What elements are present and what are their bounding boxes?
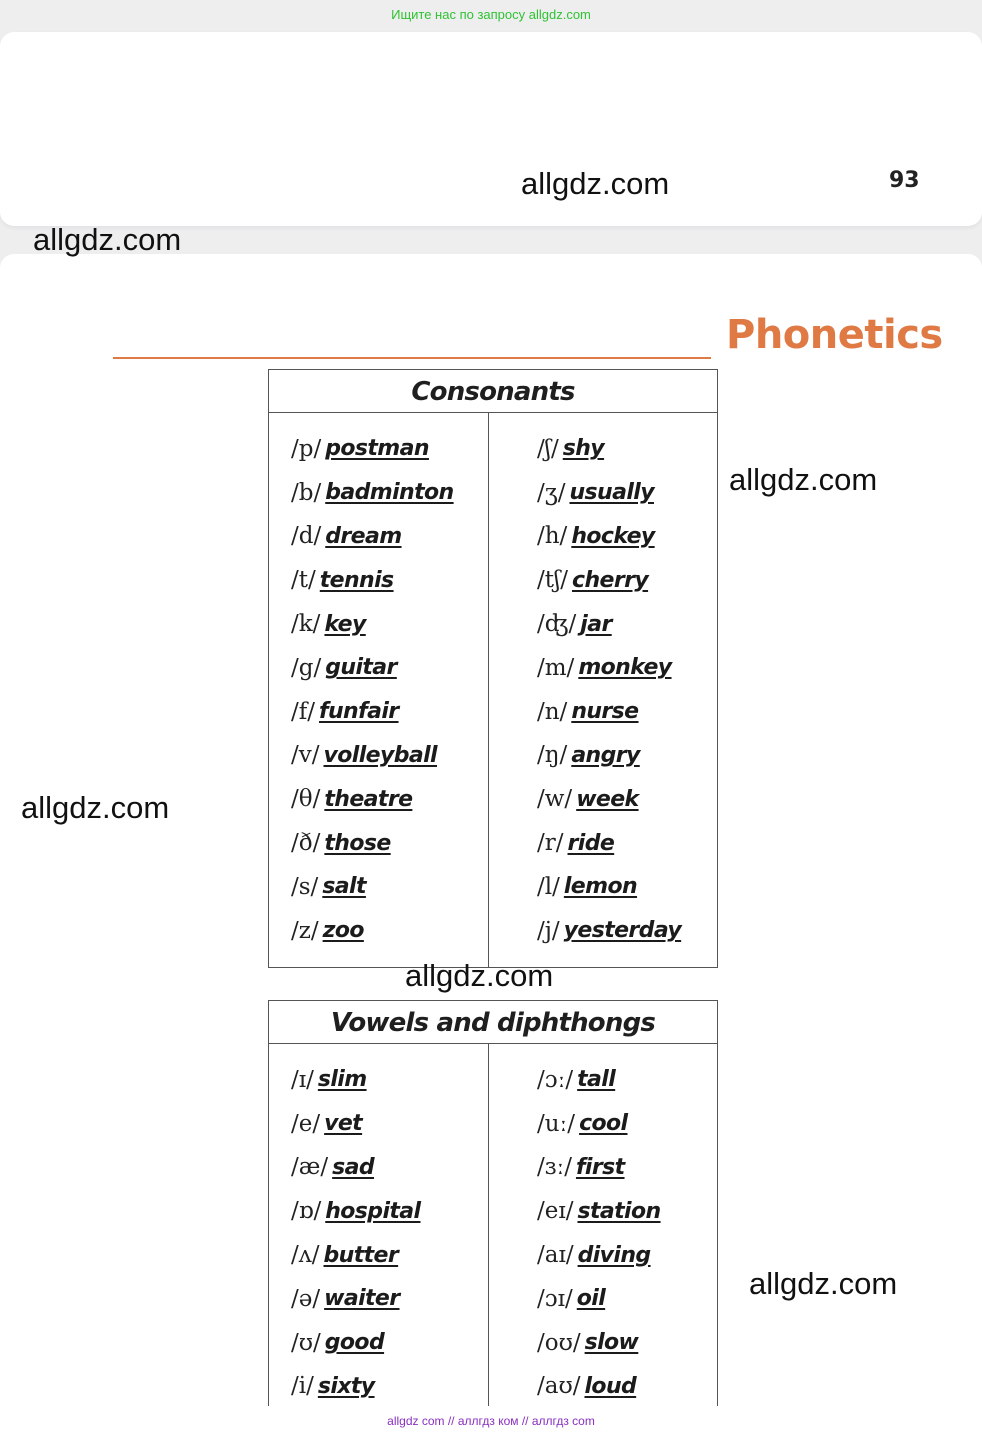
previous-page-bottom bbox=[0, 32, 982, 226]
example-word: loud bbox=[584, 1373, 637, 1399]
example-word: vet bbox=[324, 1111, 363, 1137]
watermark: allgdz.com bbox=[405, 958, 554, 993]
footer-links[interactable]: allgdz com // аллгдз ком // аллгдз com bbox=[0, 1406, 982, 1438]
phoneme-entry bbox=[537, 1102, 661, 1146]
phoneme-entry bbox=[537, 734, 681, 778]
example-word: tall bbox=[577, 1067, 616, 1093]
phoneme-entry bbox=[291, 865, 454, 909]
column-divider bbox=[488, 1044, 489, 1421]
example-word: waiter bbox=[324, 1286, 400, 1312]
example-word: ride bbox=[567, 830, 615, 856]
example-word: first bbox=[575, 1154, 625, 1180]
phoneme-symbol: /ɔː/ bbox=[537, 1066, 574, 1093]
example-word: zoo bbox=[322, 918, 364, 944]
phoneme-entry bbox=[291, 1189, 421, 1233]
title-rule bbox=[113, 357, 711, 359]
phoneme-entry bbox=[291, 427, 454, 471]
column-divider bbox=[488, 413, 489, 967]
example-word: sixty bbox=[317, 1373, 375, 1399]
phoneme-entry bbox=[537, 515, 681, 559]
phoneme-symbol: /ɔɪ/ bbox=[537, 1285, 573, 1312]
consonants-table bbox=[268, 369, 718, 968]
vowels-left-column bbox=[291, 1044, 421, 1408]
phoneme-symbol: /v/ bbox=[291, 742, 320, 769]
example-word: yesterday bbox=[563, 918, 682, 944]
phoneme-symbol: /ɪ/ bbox=[291, 1066, 314, 1093]
example-word: key bbox=[324, 611, 366, 637]
example-word: shy bbox=[562, 436, 605, 462]
phoneme-entry bbox=[537, 1321, 661, 1365]
phoneme-symbol: /r/ bbox=[537, 830, 564, 857]
phoneme-entry bbox=[291, 1321, 421, 1365]
example-word: funfair bbox=[319, 699, 399, 725]
phoneme-symbol: /d/ bbox=[291, 523, 322, 550]
example-word: lemon bbox=[563, 874, 638, 900]
phoneme-symbol: /aɪ/ bbox=[537, 1242, 574, 1269]
phoneme-entry bbox=[537, 1233, 661, 1277]
phoneme-entry bbox=[537, 1189, 661, 1233]
example-word: sad bbox=[332, 1154, 375, 1180]
phoneme-symbol: /b/ bbox=[291, 479, 322, 506]
phoneme-entry bbox=[291, 1233, 421, 1277]
consonants-heading: Consonants bbox=[269, 370, 717, 413]
phoneme-entry bbox=[291, 515, 454, 559]
example-word: tennis bbox=[319, 567, 394, 593]
phoneme-entry bbox=[291, 1277, 421, 1321]
phoneme-entry bbox=[291, 1102, 421, 1146]
example-word: hockey bbox=[571, 523, 655, 549]
watermark: allgdz.com bbox=[21, 790, 170, 825]
phoneme-entry bbox=[537, 1058, 661, 1102]
consonants-right-column bbox=[537, 413, 681, 953]
phoneme-symbol: /ʤ/ bbox=[537, 611, 577, 638]
example-word: butter bbox=[323, 1242, 399, 1268]
phoneme-symbol: /eɪ/ bbox=[537, 1198, 574, 1225]
phoneme-symbol: /p/ bbox=[291, 435, 322, 462]
example-word: slow bbox=[584, 1330, 639, 1356]
phoneme-symbol: /oʊ/ bbox=[537, 1329, 581, 1356]
phoneme-symbol: /e/ bbox=[291, 1110, 321, 1137]
phoneme-entry bbox=[537, 865, 681, 909]
example-word: guitar bbox=[325, 655, 397, 681]
example-word: salt bbox=[322, 874, 366, 900]
example-word: dream bbox=[325, 523, 402, 549]
phoneme-symbol: /f/ bbox=[291, 698, 316, 725]
vowels-heading: Vowels and diphthongs bbox=[269, 1001, 717, 1044]
phoneme-symbol: /uː/ bbox=[537, 1110, 576, 1137]
phoneme-symbol: /ʃ/ bbox=[537, 435, 559, 462]
phoneme-symbol: /l/ bbox=[537, 873, 560, 900]
phoneme-entry bbox=[537, 646, 681, 690]
example-word: badminton bbox=[325, 480, 454, 506]
phoneme-entry bbox=[291, 690, 454, 734]
watermark: allgdz.com bbox=[729, 462, 878, 497]
phoneme-symbol: /s/ bbox=[291, 873, 319, 900]
phoneme-entry bbox=[291, 471, 454, 515]
phoneme-symbol: /w/ bbox=[537, 786, 573, 813]
phoneme-symbol: /m/ bbox=[537, 654, 575, 681]
phoneme-entry bbox=[291, 558, 454, 602]
phoneme-symbol: /aʊ/ bbox=[537, 1373, 581, 1400]
example-word: nurse bbox=[571, 699, 639, 725]
phoneme-entry bbox=[537, 427, 681, 471]
phoneme-symbol: /θ/ bbox=[291, 786, 321, 813]
phoneme-symbol: /z/ bbox=[291, 917, 319, 944]
vowels-table bbox=[268, 1000, 718, 1421]
phoneme-entry bbox=[291, 1146, 421, 1190]
phoneme-entry bbox=[537, 1146, 661, 1190]
example-word: monkey bbox=[578, 655, 672, 681]
consonants-left-column bbox=[291, 413, 454, 953]
phoneme-entry bbox=[537, 777, 681, 821]
phoneme-symbol: /t/ bbox=[291, 567, 316, 594]
top-search-banner[interactable]: Ищите нас по запросу allgdz.com bbox=[391, 7, 591, 22]
phoneme-symbol: /h/ bbox=[537, 523, 568, 550]
watermark: allgdz.com bbox=[33, 222, 182, 257]
phoneme-symbol: /k/ bbox=[291, 611, 321, 638]
phoneme-entry bbox=[537, 1277, 661, 1321]
example-word: cherry bbox=[572, 567, 649, 593]
phoneme-symbol: /j/ bbox=[537, 917, 560, 944]
phoneme-symbol: /ɜː/ bbox=[537, 1154, 572, 1181]
page-title: Phonetics bbox=[726, 312, 943, 358]
phoneme-symbol: /tʃ/ bbox=[537, 567, 568, 594]
example-word: slim bbox=[317, 1067, 367, 1093]
example-word: good bbox=[324, 1330, 385, 1356]
phoneme-entry bbox=[291, 734, 454, 778]
example-word: postman bbox=[325, 436, 429, 462]
phoneme-entry bbox=[537, 821, 681, 865]
phoneme-entry bbox=[537, 471, 681, 515]
phoneme-entry bbox=[537, 690, 681, 734]
example-word: hospital bbox=[325, 1198, 421, 1224]
example-word: oil bbox=[576, 1286, 606, 1312]
phoneme-entry bbox=[537, 909, 681, 953]
phoneme-symbol: /ə/ bbox=[291, 1285, 321, 1312]
example-word: cool bbox=[579, 1111, 628, 1137]
example-word: those bbox=[324, 830, 391, 856]
phoneme-symbol: /g/ bbox=[291, 654, 322, 681]
watermark: allgdz.com bbox=[521, 166, 670, 201]
phoneme-entry bbox=[291, 1365, 421, 1409]
phoneme-entry bbox=[537, 1365, 661, 1409]
phoneme-entry bbox=[537, 602, 681, 646]
example-word: station bbox=[577, 1198, 661, 1224]
phoneme-entry bbox=[291, 821, 454, 865]
phoneme-symbol: /ʌ/ bbox=[291, 1242, 320, 1269]
example-word: theatre bbox=[324, 786, 413, 812]
phoneme-entry bbox=[291, 1058, 421, 1102]
phoneme-symbol: /n/ bbox=[537, 698, 568, 725]
phoneme-symbol: /ɒ/ bbox=[291, 1198, 322, 1225]
page-number: 93 bbox=[889, 168, 920, 193]
vowels-right-column bbox=[537, 1044, 661, 1408]
phoneme-symbol: /ʒ/ bbox=[537, 479, 566, 506]
phoneme-entry bbox=[537, 558, 681, 602]
example-word: usually bbox=[569, 480, 654, 506]
phoneme-entry bbox=[291, 909, 454, 953]
example-word: angry bbox=[571, 742, 640, 768]
phoneme-symbol: /ŋ/ bbox=[537, 742, 568, 769]
phoneme-symbol: /ð/ bbox=[291, 830, 321, 857]
phoneme-entry bbox=[291, 602, 454, 646]
phoneme-entry bbox=[291, 777, 454, 821]
example-word: diving bbox=[577, 1242, 651, 1268]
example-word: jar bbox=[580, 611, 612, 637]
example-word: week bbox=[576, 786, 639, 812]
phoneme-entry bbox=[291, 646, 454, 690]
phoneme-symbol: /ʊ/ bbox=[291, 1329, 321, 1356]
phoneme-symbol: /æ/ bbox=[291, 1154, 329, 1181]
watermark: allgdz.com bbox=[749, 1266, 898, 1301]
example-word: volleyball bbox=[323, 742, 437, 768]
phoneme-symbol: /i/ bbox=[291, 1373, 314, 1400]
